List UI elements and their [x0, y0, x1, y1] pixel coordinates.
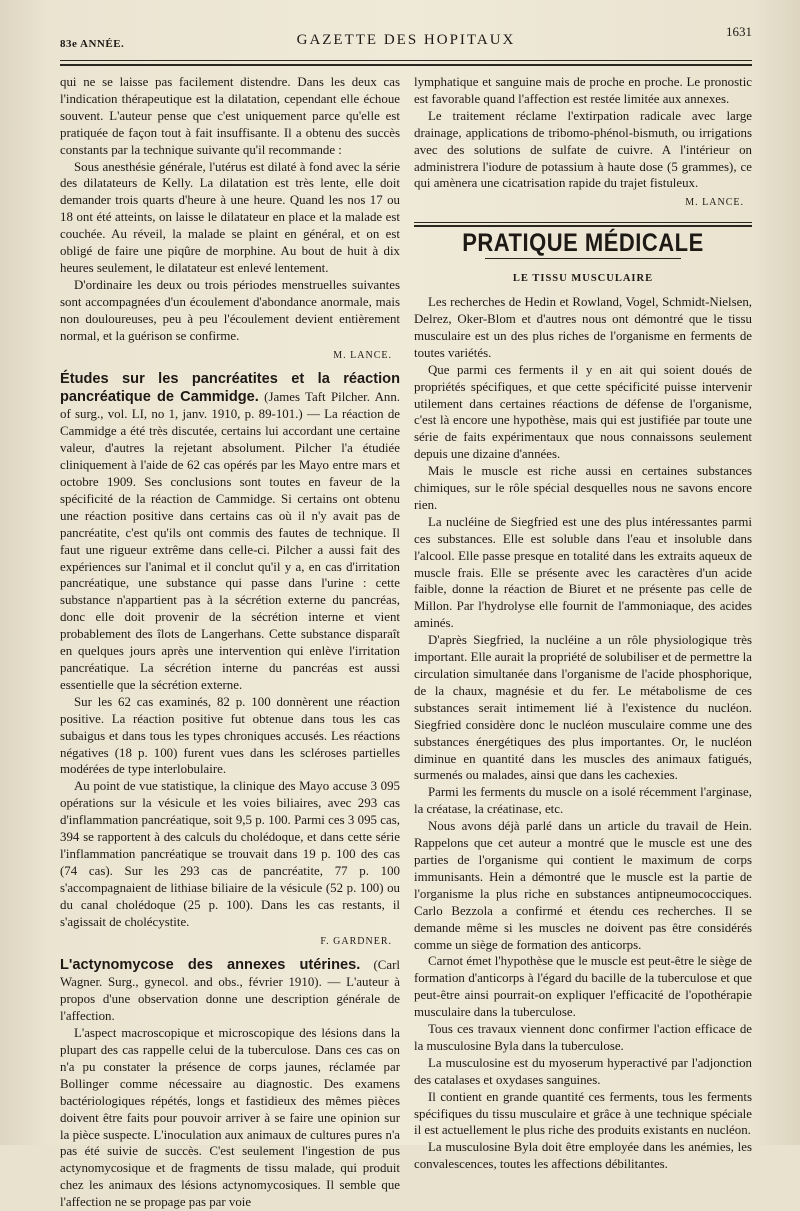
paragraph: Sous anesthésie générale, l'utérus est dilaté à fond avec la série des dilatateurs de Kelly. La dilatation est très lente, elle doit demander trois quarts d'heure à une heure. Quand les nos 17 ou 18 ont été atteints, on laisse le dilatateur en place et la malade est couchée. Au réveil, la malade se plaint en général, et on est obligé de faire une piqûre de morphine. Au bout de huit à dix heures seulement, le dilatateur est enlevé lentement.	[60, 159, 400, 275]
paragraph: Il contient en grande quantité ces ferments, tous les ferments spécifiques du tissu musculaire et grâce à une technique spéciale il est actuellement le plus riche des produits existants en nucléon.	[414, 1089, 752, 1138]
header-rule-thick	[60, 64, 752, 66]
section-underline	[485, 258, 681, 259]
volume-label: 83e ANNÉE.	[60, 38, 125, 50]
paragraph: La nucléine de Siegfried est une des plus intéressantes parmi ces substances. Elle est soluble dans l'eau et insoluble dans l'alcool. Elle passe presque en totalité dans les extraits aqueux de muscle frais. Elle se présente avec les caractères d'un acide faible, donne la réaction de Biuret et ne présente pas celle de Millon. Par l'hydrolyse elle fournit de l'ammoniaque, des acides aminés.	[414, 514, 752, 631]
article-reference: (Carl Wagner. Surg., gynecol. and obs., février 1910). —	[60, 958, 400, 990]
paragraph: lymphatique et sanguine mais de proche en proche. Le pronostic est favorable quand l'affection est restée limitée aux annexes.	[414, 75, 752, 106]
paragraph: Tous ces travaux viennent donc confirmer l'action efficace de la musculosine Byla dans la tuberculose.	[414, 1022, 752, 1053]
article-actynomycose	[60, 956, 400, 1211]
paragraph: D'ordinaire les deux ou trois périodes menstruelles suivantes sont accompagnées d'un écoulement d'abondance anormale, mais non douloureuses, peu à peu l'écoulement devient entièrement normal, et la guérison se confirme.	[60, 277, 400, 343]
paragraph: Le traitement réclame l'extirpation radicale avec large drainage, applications de tribomo-phénol-bismuth, ou irrigations avec des solutions de sulfate de cuivre. A l'intérieur on administrera l'iodure de potassium à haute dose (5 grammes), ce qui amènera une cicatrisation rapide du trajet fistuleux.	[414, 108, 752, 191]
article-title: L'actynomycose des annexes utérines.	[60, 957, 361, 974]
paragraph: D'après Siegfried, la nucléine a un rôle physiologique très important. Elle aurait la propriété de solubiliser et de permettre la circulation simultanée dans l'organisme de l'acide phosphorique, de la chaux, magnésie et du fer. Le métabolisme de ces substances serait intimement lié à l'existence du nucléon. Siegfried considère donc le nucléon musculaire comme une des substances énergétiques des plus importantes. Or, le nucléon diminue en quantité dans les muscles des animaux fatigués, surmenés ou malades, ainsi que dans les cachexies.	[414, 633, 752, 783]
left-column	[60, 74, 400, 1211]
author-signature: F. GARDNER.	[320, 935, 392, 947]
paragraph: Au point de vue statistique, la clinique des Mayo accuse 3 095 opérations sur la vésicule et les voies biliaires, avec 293 cas d'inflammation pancréatique, soit 9,5 p. 100. Parmi ces 3 095 cas, 394 se rapportent à des calculs du cholédoque, et dans cette série l'inflammation pancréatique se trouvait dans 19 p. 100 des cas (74 cas). Sur les 293 cas de pancréatite, 77 p. 100 s'accompagnaient de lithiase biliaire de la vésicule (52 p. 100) ou du canal cholédoque (25 p. 100). Dans les cas restants, il s'agissait de cholécystite.	[60, 779, 400, 929]
article-title: Études sur les pancréatites et la réaction pancréatique de Cammidge.	[60, 371, 400, 406]
paragraph: Les recherches de Hedin et Rowland, Vogel, Schmidt-Nielsen, Delrez, Oker-Blom et d'autres nous ont démontré que le tissu musculaire est un des plus riches de l'organisme en ferments de toutes variétés.	[414, 295, 752, 360]
paragraph: La musculosine Byla doit être employée dans les anémies, les convalescences, toutes les affections débilitantes.	[414, 1140, 752, 1172]
paragraph: Carnot émet l'hypothèse que le muscle est peut-être le siège de formation d'anticorps à l'égard du bacille de la tuberculose et que peut-être ainsi pourrait-on expliquer l'efficacité de l'opothérapie musculaire dans la tuberculose.	[414, 954, 752, 1020]
paragraph: Mais le muscle est riche aussi en certaines substances chimiques, sur le rôle spécial desquelles nous ne savons encore rien.	[414, 464, 752, 512]
page-header	[60, 24, 752, 52]
paragraph: Parmi les ferments du muscle on a isolé récemment l'arginase, la créatase, la créatinase, etc.	[414, 785, 752, 817]
article-subtitle: LE TISSU MUSCULAIRE	[512, 273, 654, 285]
paragraph: La réaction de Cammidge a été très discutée, certains lui accordant une certaine valeur, d'autres la rejetant absolument. Pilcher l'a étudiée cliniquement à l'aide de 62 cas opérés par les Mayo entre mars et octobre 1909. Ses conclusions sont toutes en faveur de la spécificité de la réaction de Cammidge. Si certains ont obtenu une réaction positive dans certains cas où il n'y avait pas de pancréatite, c'est qu'ils ont commis des fautes de technique. Il faut une rigueur extrême dans celle-ci. Pilcher a aussi fait des expériences sur l'animal et il conclut qu'il y a, en cas d'irritation pancréatique, une substance qui passe dans l'urine : cette substance n'appartient pas à la sécrétion externe du pancréas, donc elle doit provenir de la sécrétion interne et vient probablement des îlots de Langerhans. Cette substance disparaît en quelques jours après une intervention qui enlève l'irritation pancréatique. La sécrétion interne du pancréas est aussi essentielle que la sécrétion externe.	[60, 407, 401, 692]
article-pancreatites	[60, 370, 400, 950]
section-title: PRATIQUE MÉDICALE	[462, 228, 704, 257]
journal-title: GAZETTE DES HOPITAUX	[296, 32, 516, 48]
section-separator	[414, 222, 752, 227]
paragraph: L'aspect macroscopique et microscopique des lésions dans la plupart des cas rappelle celui de la tuberculose. Dans ces cas on n'a pu constater la présence de corps jaunes, réclamée par Bollinger comme nécessaire au diagnostic. Des examens bactériologiques répétés, longs et fastidieux des mêmes pièces doivent être faits pour pouvoir arriver à se faire une opinion sur la pièce suspecte. L'inoculation aux animaux de cultures pures n'a pas été suivie de succès. C'est seulement l'ingestion de pus actynomycosique et de fragments de tissu malade, qui produit chez les animaux des lésions actynomycosiques. Il semble que l'affection ne se propage pas par voie	[60, 1026, 400, 1210]
paragraph: Que parmi ces ferments il y en ait qui soient doués de propriétés spécifiques, et que cette spécificité puisse intervenir utilement dans certaines réactions de défense de l'organisme, c'est là encore une hypothèse, mais qui est justifiée par toute une série de faits expérimentaux que nous connaissons seulement depuis une dizaine d'années.	[414, 362, 752, 462]
paragraph: Sur les 62 cas examinés, 82 p. 100 donnèrent une réaction positive. La réaction positive fut obtenue dans tous les cas subaigus et dans tous les types chroniques accusés. Les réactions négatives (18 p. 100) furent vues dans les scléroses partielles modérées de type interlobulaire.	[60, 694, 400, 777]
article-reference: (James Taft Pilcher. Ann. of surg., vol. LI, no 1, janv. 1910, p. 89-101.) —	[60, 390, 400, 422]
header-rule	[60, 60, 752, 61]
right-column	[414, 74, 752, 1173]
page-number: 1631	[726, 24, 752, 39]
paragraph: qui ne se laisse pas facilement distendre. Dans les deux cas l'indication thérapeutique est la dilatation, cependant elle échoue souvent. L'auteur pense que c'est uniquement parce qu'elle est pratiquée de façon tout à fait insuffisante. Il a obtenu des succès constants par la technique suivante qu'il recommande :	[60, 75, 400, 157]
paragraph: La musculosine est du myoserum hyperactivé par l'adjonction des catalases et oxydases sanguines.	[414, 1055, 752, 1087]
paragraph: L'auteur à propos d'une observation donne une description générale de l'affection.	[60, 975, 400, 1024]
author-signature: M. LANCE.	[333, 349, 392, 361]
paragraph: Nous avons déjà parlé dans un article du travail de Hein. Rappelons que cet auteur a montré que le muscle est une des parties de l'organisme qui contient le maximum de corps immunisants. Hein a démontré que le muscle est la partie de l'organisme la plus riche en substances antipneumococciques. Carlo Bezzola a confirmé et étendu ces recherches. Il se demande même si les muscles ne doivent pas être considérés comme un siège de formation des anticorps.	[414, 819, 752, 952]
author-signature: M. LANCE.	[685, 197, 744, 209]
